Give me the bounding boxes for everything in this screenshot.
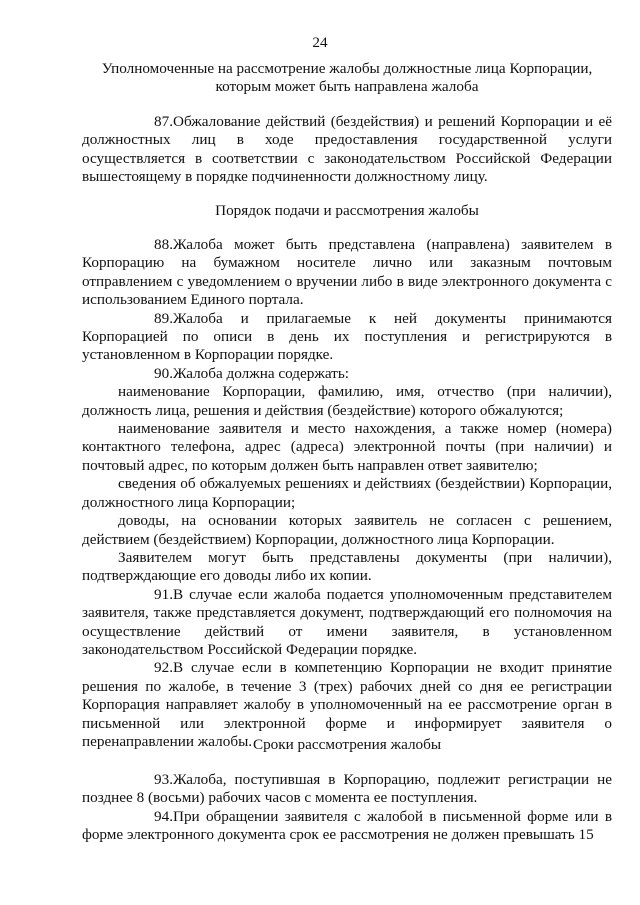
section-terms [82,771,612,845]
paragraph-89 [82,310,612,365]
paragraph-number: 88. [154,236,173,253]
paragraph-87 [82,113,612,187]
paragraph-text: Жалоба, поступившая в Корпорацию, подлежит регистрации не позднее 8 (восьми) рабочих часов с момента ее поступления. [82,771,612,807]
paragraph-91 [82,586,612,660]
heading-procedure: Порядок подачи и рассмотрения жалобы [215,202,479,219]
heading-officials: Уполномоченные на рассмотрение жалобы должностные лица Корпорации, которым может быть направлена жалоба [101,60,593,96]
section-terms-heading [82,736,612,754]
paragraph-text: Жалоба и прилагаемые к ней документы принимаются Корпорацией по описи в день их поступления и регистрируются в установленном в Корпорации порядке. [82,309,612,364]
paragraph-90 [82,365,612,383]
paragraph-text: При обращении заявителя с жалобой в письменной форме или в форме электронного документа срок ее рассмотрения не должен превышать 15 [82,807,612,844]
list-item: сведения об обжалуемых решениях и действиях (бездействии) Корпорации, должностного лица Корпорации; [82,475,612,511]
paragraph-93 [82,771,612,808]
paragraph-text: Жалоба может быть представлена (направлена) заявителем в Корпорацию на бумажном носителе лично или заказным почтовым отправлением с уведомлением о вручении либо в виде электронного документа с использованием Единого портала. [82,236,612,309]
paragraph-number: 93. [154,771,173,788]
paragraph-94 [82,808,612,845]
heading-terms: Сроки рассмотрения жалобы [252,736,442,753]
section-procedure [82,236,612,751]
paragraph-text: В случае если жалоба подается уполномоченным представителем заявителя, также представляется документ, подтверждающий его полномочия на осуществление действий от имени заявителя, в установленном законодательством Российской Федерации порядке. [82,585,612,658]
section-procedure-heading [82,202,612,220]
paragraph-number: 89. [154,309,173,327]
list-item: Заявителем могут быть представлены документы (при наличии), подтверждающие его доводы либо их копии. [82,548,612,585]
list-item: доводы, на основании которых заявитель не согласен с решением, действием (бездействием) Корпорации, должностного лица Корпорации. [82,512,612,548]
paragraph-text: В случае если в компетенцию Корпорации не входит принятие решения по жалобе, в течение 3 (трех) рабочих дней со дня ее регистрации Корпорация направляет жалобу в уполномоченный на ее рассмотрение орган в письменной или электронной форме и информирует заявителя о перенаправлении жалобы. [82,659,612,750]
paragraph-text: Обжалование действий (бездействия) и решений Корпорации и её должностных лиц в ходе предоставления государственной услуги осуществляется в соответствии с законодательством Российской Федерации вышестоящему в порядке подчиненности должностному лицу. [82,113,612,186]
list-item: наименование Корпорации, фамилию, имя, отчество (при наличии), должность лица, решения и действия (бездействие) которого обжалуются; [82,383,612,419]
section-appeal [82,113,612,187]
list-item: наименование заявителя и место нахождения, а также номер (номера) контактного телефона, адрес (адреса) электронной почты (при наличии) и почтовый адрес, по которым должен быть направлен ответ заявителю; [82,420,612,474]
paragraph-number: 91. [154,585,173,603]
paragraph-number: 92. [154,659,173,677]
paragraph-88 [82,236,612,310]
paragraph-number: 90. [154,364,173,382]
paragraph-text: Жалоба должна содержать: [172,364,349,382]
section-officials [82,60,612,97]
page-number: 24 [312,34,328,51]
paragraph-number: 94. [154,807,173,825]
paragraph-number: 87. [154,113,173,130]
